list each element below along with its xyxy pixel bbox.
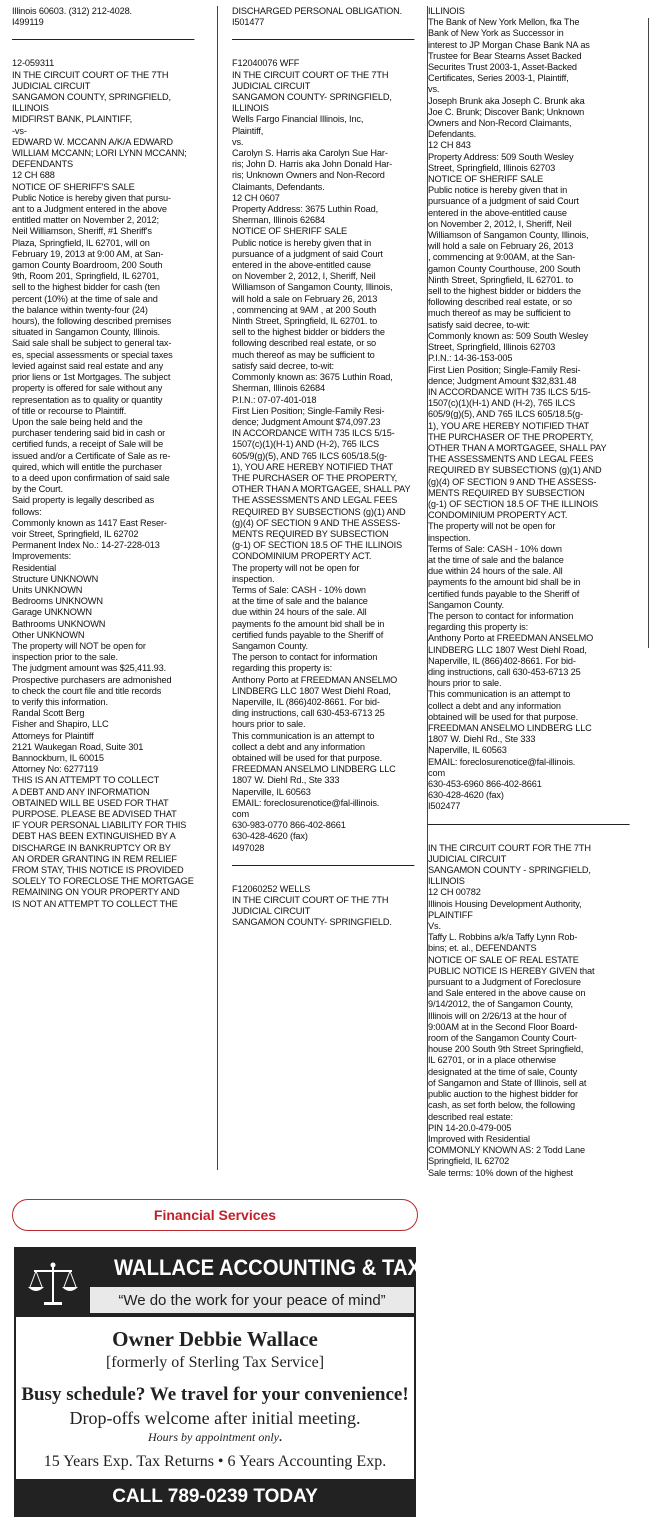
ad-busy-schedule: Busy schedule? We travel for your convenience! bbox=[21, 1384, 409, 1405]
notice-line: PIN 14-20.0-479-005 bbox=[428, 1122, 512, 1134]
notice-line: much thereof as may be sufficient to bbox=[232, 349, 375, 361]
notice-line: ding instructions, call 630-453-6713 25 bbox=[428, 666, 581, 678]
notice-line: Certificates, Series 2003-1, Plaintiff, bbox=[428, 73, 569, 85]
notice-line: regarding this property is: bbox=[232, 663, 333, 675]
ad-hours bbox=[16, 1430, 414, 1445]
notice-line: 12-059311 bbox=[12, 58, 55, 70]
notice-line: Property Address: 509 South Wesley bbox=[428, 151, 574, 163]
notice-line: issued and/or a Certificate of Sale as re- bbox=[12, 450, 171, 462]
notice-line: WILLIAM MCCANN; LORI LYNN MCCANN; bbox=[12, 148, 187, 160]
notice-line: Bathrooms UNKNOWN bbox=[12, 618, 106, 630]
notice-line: Commonly known as 1417 East Reser- bbox=[12, 517, 167, 529]
notice-line: IF YOUR PERSONAL LIABILITY FOR THIS bbox=[12, 820, 187, 832]
notice-line: 12 CH 688 bbox=[12, 170, 55, 182]
notice-line: 1807 W. Diehl Rd., Ste 333 bbox=[232, 775, 340, 787]
notice-line: Street, Springfield, Illinois 62703 bbox=[428, 342, 556, 354]
notice-line: 605/9(g)(5), AND 765 ILCS 605/18.5(g- bbox=[232, 450, 387, 462]
notice-line: Ninth Street, Springfield, IL 62701. to bbox=[428, 274, 574, 286]
notice-line: Commonly known as: 3675 Luthin Road, bbox=[232, 372, 393, 384]
notice-line: Upon the sale being held and the bbox=[12, 416, 143, 428]
notice-line: by the Court. bbox=[12, 484, 63, 496]
notice-line: , commencing at 9:00AM, at the San- bbox=[428, 252, 576, 264]
notice-line: Property Address: 3675 Luthin Road, bbox=[232, 204, 379, 216]
notice-line: Owners and Non-Record Claimants, bbox=[428, 118, 572, 130]
balance-scale-logo-icon bbox=[24, 1257, 82, 1311]
notice-line: DEFENDANTS bbox=[12, 159, 73, 171]
notice-line: certified funds, a receipt of Sale will be bbox=[12, 439, 164, 451]
notice-line: at the time of sale and the balance bbox=[232, 596, 368, 608]
section-title: Financial Services bbox=[153, 1207, 277, 1223]
notice-line: Illinois will on 2/26/13 at the hour of bbox=[428, 1010, 567, 1022]
notice-line: Sangamon County. bbox=[232, 640, 308, 652]
notice-line: of title or recourse to Plaintiff. bbox=[12, 405, 127, 417]
notice-line: percent (10%) at the time of sale and bbox=[12, 293, 158, 305]
notice-line: public auction to the highest bidder for bbox=[428, 1089, 578, 1101]
notice-line: 12 CH 843 bbox=[428, 140, 471, 152]
column-divider-1 bbox=[217, 6, 218, 1170]
notice-line: regarding this property is: bbox=[428, 622, 529, 634]
notice-line: CONDOMINIUM PROPERTY ACT. bbox=[232, 551, 372, 563]
legal-notice-12-ch-843 bbox=[428, 6, 630, 813]
notice-line: will hold a sale on February 26, 2013 bbox=[232, 293, 378, 305]
legal-notice-12-059311 bbox=[12, 58, 210, 909]
notice-line: AN ORDER GRANTING IN REM RELIEF bbox=[12, 853, 177, 865]
notice-line: 630-453-6960 866-402-8661 bbox=[428, 779, 542, 791]
notice-line: IN THE CIRCUIT COURT OF THE 7TH bbox=[12, 69, 169, 81]
notice-line: The property will not be open for bbox=[428, 521, 556, 533]
notice-line: ris; John D. Harris aka John Donald Har- bbox=[232, 159, 393, 171]
notice-line: bins; et. al., DEFENDANTS bbox=[428, 943, 537, 955]
notice-line: on November 2, 2012, I, Sheriff, Neil bbox=[428, 218, 572, 230]
notice-line: Sherman, Illinois 62684 bbox=[232, 383, 325, 395]
notice-line: February 19, 2013 at 9:00 AM, at San- bbox=[12, 248, 164, 260]
notice-line: F12060252 WELLS bbox=[232, 883, 311, 895]
notice-line: ILLINOIS bbox=[232, 103, 269, 115]
notice-line: 2121 Waukegan Road, Suite 301 bbox=[12, 741, 144, 753]
notice-line: Anthony Porto at FREEDMAN ANSELMO bbox=[428, 633, 594, 645]
ad-call-text: CALL 789-0239 TODAY bbox=[112, 1486, 318, 1507]
notice-line: The property will not be open for bbox=[232, 562, 360, 574]
notice-line: described real estate: bbox=[428, 1111, 513, 1123]
notice-line: hours prior to sale. bbox=[428, 678, 502, 690]
notice-line: I502477 bbox=[428, 801, 461, 813]
notice-line: payments fo the amount bid shall be in bbox=[232, 618, 385, 630]
notice-separator bbox=[232, 39, 414, 40]
notice-line: com bbox=[232, 809, 249, 821]
notice-line: hours), the following described premises bbox=[12, 316, 172, 328]
notice-line: Fisher and Shapiro, LLC bbox=[12, 719, 109, 731]
notice-line: gamon County Boardroom, 200 South bbox=[12, 260, 163, 272]
notice-line: Attorney No: 6277119 bbox=[12, 764, 99, 776]
notice-line: DEBT HAS BEEN EXTINGUISHED BY A bbox=[12, 831, 176, 843]
notice-line: 630-983-0770 866-402-8661 bbox=[232, 820, 346, 832]
notice-line: Garage UNKNOWN bbox=[12, 607, 92, 619]
notice-line: Public notice is hereby given that in bbox=[232, 237, 372, 249]
notice-line: THE ASSESSMENTS AND LEGAL FEES bbox=[428, 454, 594, 466]
notice-line: sell to the highest bidder for cash (ten bbox=[12, 282, 160, 294]
notice-line: pursuant to a Judgment of Foreclosure bbox=[428, 977, 581, 989]
notice-line: DISCHARGED PERSONAL OBLIGATION. bbox=[232, 6, 403, 17]
notice-line: 1507(c)(1)(H-1) AND (H-2), 765 ILCS bbox=[232, 439, 379, 451]
notice-line: Plaza, Springfield, IL 62701, will on bbox=[12, 237, 150, 249]
notice-line: THE PURCHASER OF THE PROPERTY, bbox=[232, 472, 398, 484]
notice-line: DISCHARGE IN BANKRUPTCY OR BY bbox=[12, 842, 171, 854]
notice-line: 9:00AM at in the Second Floor Board- bbox=[428, 1021, 578, 1033]
notice-line: entitled matter on November 2, 2012; bbox=[12, 215, 159, 227]
notice-line: 9/14/2012, the of Sangamon County, bbox=[428, 999, 573, 1011]
notice-line: entered in the above-entitled cause bbox=[232, 260, 371, 272]
notice-line: satisfy said decree, to-wit: bbox=[428, 319, 530, 331]
notice-line: Randal Scott Berg bbox=[12, 708, 85, 720]
notice-line: Vs. bbox=[428, 921, 441, 933]
notice-line: 605/9(g)(5), AND 765 ILCS 605/18.5(g- bbox=[428, 409, 583, 421]
notice-line: Other UNKNOWN bbox=[12, 629, 85, 641]
notice-line: ILLINOIS bbox=[12, 103, 49, 115]
notice-line: 1807 W. Diehl Rd., Ste 333 bbox=[428, 734, 536, 746]
notice-line: EMAIL: foreclosurenotice@fal-illinois. bbox=[232, 797, 380, 809]
legal-notice-f12060252 bbox=[232, 884, 420, 929]
notice-line: SANGAMON COUNTY- SPRINGFIELD, bbox=[232, 92, 392, 104]
notice-line: and Sale entered in the above cause on bbox=[428, 988, 586, 1000]
notice-line: P.I.N.: 14-36-153-005 bbox=[428, 353, 513, 365]
notice-line: (g)(4) OF SECTION 9 AND THE ASSESS- bbox=[428, 476, 597, 488]
notice-line: The Bank of New York Mellon, fka The bbox=[428, 17, 580, 29]
notice-line: ILLINOIS bbox=[428, 6, 465, 17]
notice-line: THIS IS AN ATTEMPT TO COLLECT bbox=[12, 775, 160, 787]
notice-line: ant to a Judgment entered in the above bbox=[12, 204, 167, 216]
notice-line: PURPOSE. PLEASE BE ADVISED THAT bbox=[12, 809, 177, 821]
notice-line: ding instructions, call 630-453-6713 25 bbox=[232, 708, 385, 720]
notice-line: designated at the time of sale, County bbox=[428, 1066, 578, 1078]
notice-line: on November 2, 2012, I, Sheriff, Neil bbox=[232, 271, 376, 283]
notice-line: Joe C. Brunk; Discover Bank; Unknown bbox=[428, 106, 585, 118]
notice-line: COMMONLY KNOWN AS: 2 Todd Lane bbox=[428, 1145, 585, 1157]
notice-line: situated in Sangamon County, Illinois. bbox=[12, 327, 160, 339]
notice-line: IN THE CIRCUIT COURT OF THE 7TH bbox=[232, 895, 389, 907]
notice-line: OTHER THAN A MORTGAGEE, SHALL PAY bbox=[428, 442, 607, 454]
notice-line: Naperville, IL (866)402-8661. For bid- bbox=[232, 696, 380, 708]
notice-line: LINDBERG LLC 1807 West Diehl Road, bbox=[428, 644, 587, 656]
notice-line: Commonly known as: 509 South Wesley bbox=[428, 330, 589, 342]
notice-line: IS NOT AN ATTEMPT TO COLLECT THE bbox=[12, 898, 178, 910]
notice-line: The person to contact for information bbox=[232, 652, 378, 664]
notice-line: Structure UNKNOWN bbox=[12, 573, 99, 585]
notice-line: Permanent Index No.: 14-27-228-013 bbox=[12, 540, 160, 552]
notice-line: IN ACCORDANCE WITH 735 ILCS 5/15- bbox=[428, 386, 591, 398]
notice-line: Naperville, IL 60563 bbox=[232, 786, 311, 798]
notice-line: room of the Sangamon County Court- bbox=[428, 1033, 577, 1045]
notice-line: OTHER THAN A MORTGAGEE, SHALL PAY bbox=[232, 484, 411, 496]
notice-line: THE ASSESSMENTS AND LEGAL FEES bbox=[232, 495, 398, 507]
notice-line: cash, as set forth below, the following bbox=[428, 1100, 575, 1112]
notice-line: Residential bbox=[12, 562, 56, 574]
notice-line: Improvements: bbox=[12, 551, 72, 563]
notice-line: purchaser tendering said bid in cash or bbox=[12, 428, 166, 440]
notice-line: NOTICE OF SHERIFF SALE bbox=[232, 226, 348, 238]
notice-line: vs. bbox=[232, 136, 244, 148]
notice-line: obtained will be used for that purpose. bbox=[428, 711, 579, 723]
legal-notice-12-ch-00782 bbox=[428, 843, 630, 1179]
notice-line: Carolyn S. Harris aka Carolyn Sue Har- bbox=[232, 148, 388, 160]
notice-line: levied against said real estate and any bbox=[12, 360, 164, 372]
notice-line: F12040076 WFF bbox=[232, 58, 300, 70]
ad-experience: 15 Years Exp. Tax Returns • 6 Years Accounting Exp. bbox=[43, 1453, 387, 1470]
notice-line: com bbox=[428, 767, 445, 779]
notice-line: quired, which will entitle the purchaser bbox=[12, 461, 162, 473]
notice-line: house 200 South 9th Street Springfield, bbox=[428, 1044, 584, 1056]
notice-line: collect a debt and any information bbox=[232, 741, 365, 753]
notice-line: collect a debt and any information bbox=[428, 700, 561, 712]
notice-line: IL 62701, or in a place otherwise bbox=[428, 1055, 557, 1067]
notice-line: JUDICIAL CIRCUIT bbox=[232, 906, 311, 918]
notice-separator bbox=[232, 865, 414, 866]
notice-line: The person to contact for information bbox=[428, 610, 574, 622]
notice-line: due within 24 hours of the sale. All bbox=[232, 607, 367, 619]
notice-line: Improved with Residential bbox=[428, 1133, 530, 1145]
notice-line: This communication is an attempt to bbox=[428, 689, 571, 701]
notice-line: SANGAMON COUNTY, SPRINGFIELD, bbox=[12, 92, 171, 104]
notice-line: pursuance of a judgment of said Court bbox=[232, 248, 383, 260]
notice-line: Street, Springfield, Illinois 62703 bbox=[428, 162, 556, 174]
notice-line: Trustee for Bear Stearns Asset Backed bbox=[428, 50, 582, 62]
notice-line: Sangamon County. bbox=[428, 599, 504, 611]
notice-line: First Lien Position; Single-Family Resi- bbox=[428, 364, 581, 376]
wallace-accounting-ad bbox=[14, 1247, 421, 1517]
notice-line: Sale terms: 10% down of the highest bbox=[428, 1167, 573, 1179]
notice-line: following described real estate, or so bbox=[428, 297, 573, 309]
notice-line: Defendants. bbox=[428, 129, 477, 141]
notice-line: SOLELY TO FORECLOSE THE MORTGAGE bbox=[12, 876, 194, 888]
notice-line: certified funds payable to the Sheriff of bbox=[428, 588, 580, 600]
column-2 bbox=[232, 6, 420, 929]
notice-line: property is offered for sale without any bbox=[12, 383, 163, 395]
notice-line: EDWARD W. MCCANN A/K/A EDWARD bbox=[12, 136, 173, 148]
notice-line: -vs- bbox=[12, 125, 27, 137]
notice-line: to verify this information. bbox=[12, 696, 108, 708]
notice-line: REMAINING ON YOUR PROPERTY AND bbox=[12, 887, 180, 899]
notice-line: Attorneys for Plaintiff bbox=[12, 730, 94, 742]
notice-line: First Lien Position; Single-Family Resi- bbox=[232, 405, 385, 417]
notice-line: MENTS REQUIRED BY SUBSECTION bbox=[232, 528, 389, 540]
notice-line: inspection. bbox=[232, 573, 275, 585]
notice-line: entered in the above-entitled cause bbox=[428, 207, 567, 219]
notice-line: I499119 bbox=[12, 17, 44, 29]
notice-line: MIDFIRST BANK, PLAINTIFF, bbox=[12, 114, 133, 126]
notice-line: Terms of Sale: CASH - 10% down bbox=[428, 543, 562, 555]
ad-banner bbox=[16, 1249, 421, 1317]
notice-line: Springfield, IL 62702 bbox=[428, 1156, 510, 1168]
notice-line: hours prior to sale. bbox=[232, 719, 306, 731]
notice-line: Securites Trust 2003-1, Asset-Backed bbox=[428, 62, 577, 74]
notice-line: to a deed upon confirmation of said sale bbox=[12, 472, 170, 484]
notice-line: 630-428-4620 (fax) bbox=[232, 831, 308, 843]
ad-hours-text: Hours by appointment only bbox=[148, 1430, 279, 1444]
notice-line: gamon County Courthouse, 200 South bbox=[428, 263, 581, 275]
notice-line: Prospective purchasers are admonished bbox=[12, 674, 172, 686]
notice-line: REQUIRED BY SUBSECTIONS (g)(1) AND bbox=[232, 506, 406, 518]
ad-hours-end: . bbox=[279, 1430, 282, 1444]
notice-line: due within 24 hours of the sale. All bbox=[428, 566, 563, 578]
notice-line: prior liens or 1st Mortgages. The subject bbox=[12, 372, 171, 384]
notice-separator bbox=[12, 39, 194, 40]
notice-line: The judgment amount was $25,411.93. bbox=[12, 663, 167, 675]
notice-line: at the time of sale and the balance bbox=[428, 554, 564, 566]
notice-line: vs. bbox=[428, 84, 440, 96]
notice-line: (g-1) OF SECTION 18.5 OF THE ILLINOIS bbox=[428, 498, 599, 510]
notice-line: Illinois Housing Development Authority, bbox=[428, 898, 582, 910]
notice-line: MENTS REQUIRED BY SUBSECTION bbox=[428, 487, 585, 499]
notice-line: Anthony Porto at FREEDMAN ANSELMO bbox=[232, 674, 398, 686]
notice-line: FROM STAY, THIS NOTICE IS PROVIDED bbox=[12, 865, 184, 877]
notice-line: Claimants, Defendants. bbox=[232, 181, 325, 193]
column-divider-3 bbox=[648, 18, 649, 648]
notice-line: I497028 bbox=[232, 842, 265, 854]
notice-line: Bank of New York as Successor in bbox=[428, 28, 564, 40]
notice-line: IN THE CIRCUIT COURT OF THE 7TH bbox=[232, 69, 389, 81]
notice-line: PLAINTIFF bbox=[428, 909, 473, 921]
notice-line: 630-428-4620 (fax) bbox=[428, 790, 504, 802]
notice-line: dence; Judgment Amount $32,831.48 bbox=[428, 375, 577, 387]
notice-line: SANGAMON COUNTY - SPRINGFIELD, bbox=[428, 865, 591, 877]
notice-line: Said property is legally described as bbox=[12, 495, 155, 507]
notice-line: OBTAINED WILL BE USED FOR THAT bbox=[12, 797, 169, 809]
notice-line: Illinois 60603. (312) 212-4028. bbox=[12, 6, 132, 17]
column-1 bbox=[12, 6, 210, 910]
notice-line: to check the court file and title records bbox=[12, 685, 162, 697]
notice-line: Units UNKNOWN bbox=[12, 584, 83, 596]
notice-line: Wells Fargo Financial Illinois, Inc, bbox=[232, 114, 364, 126]
notice-line: REQUIRED BY SUBSECTIONS (g)(1) AND bbox=[428, 465, 602, 477]
notice-line: (g)(4) OF SECTION 9 AND THE ASSESS- bbox=[232, 517, 401, 529]
notice-line: Public Notice is hereby given that pursu- bbox=[12, 192, 171, 204]
notice-line: JUDICIAL CIRCUIT bbox=[232, 80, 311, 92]
notice-line: following described real estate, or so bbox=[232, 338, 377, 350]
ad-formerly: [formerly of Sterling Tax Service] bbox=[105, 1354, 325, 1371]
notice-line: Neil Williamson, Sheriff, #1 Sheriff's bbox=[12, 226, 152, 238]
notice-line: Naperville, IL (866)402-8661. For bid- bbox=[428, 655, 576, 667]
notice-line: inspection prior to the sale. bbox=[12, 652, 118, 664]
notice-line: certified funds payable to the Sheriff of bbox=[232, 629, 384, 641]
notice-line: EMAIL: foreclosurenotice@fal-illinois. bbox=[428, 756, 576, 768]
notice-line: ILLINOIS bbox=[428, 876, 465, 888]
notice-line: PUBLIC NOTICE IS HEREBY GIVEN that bbox=[428, 965, 595, 977]
notice-line: (g-1) OF SECTION 18.5 OF THE ILLINOIS bbox=[232, 540, 403, 552]
ad-dropoffs: Drop-offs welcome after initial meeting. bbox=[69, 1408, 361, 1428]
notice-line: of Sangamon and State of Illinois, sell at bbox=[428, 1077, 587, 1089]
notice-line: much thereof as may be sufficient to bbox=[428, 308, 571, 320]
notice-line: obtained will be used for that purpose. bbox=[232, 753, 383, 764]
notice-line: CONDOMINIUM PROPERTY ACT. bbox=[428, 510, 568, 522]
notice-line: dence; Judgment Amount $74,097.23 bbox=[232, 416, 381, 428]
notice-line: the balance within twenty-four (24) bbox=[12, 304, 148, 316]
notice-line: Sherman, Illinois 62684 bbox=[232, 215, 325, 227]
ad-call-bar bbox=[16, 1479, 414, 1515]
notice-line: IN THE CIRCUIT COURT FOR THE 7TH bbox=[428, 842, 591, 854]
notice-line: IN ACCORDANCE WITH 735 ILCS 5/15- bbox=[232, 428, 395, 440]
notice-line: pursuance of a judgment of said Court bbox=[428, 196, 579, 208]
notice-line: Public notice is hereby given that in bbox=[428, 185, 568, 197]
notice-line: Ninth Street, Springfield, IL 62701. to bbox=[232, 316, 378, 328]
notice-line: FREEDMAN ANSELMO LINDBERG LLC bbox=[232, 764, 396, 776]
ad-tagline: “We do the work for your peace of mind” bbox=[118, 1291, 386, 1309]
ad-owner: Owner Debbie Wallace bbox=[112, 1327, 318, 1351]
legal-notice-f12040076 bbox=[232, 58, 420, 853]
notice-line: ris; Unknown Owners and Non-Record bbox=[232, 170, 385, 182]
notice-line: LINDBERG LLC 1807 West Diehl Road, bbox=[232, 685, 391, 697]
notice-line: Williamson of Sangamon County, Illinois, bbox=[428, 230, 589, 242]
notice-line: voir Street, Springfield, IL 62702 bbox=[12, 528, 139, 540]
notice-line: satisfy said decree, to-wit: bbox=[232, 360, 334, 372]
notice-line: 1507(c)(1)(H-1) AND (H-2), 765 ILCS bbox=[428, 398, 575, 410]
notice-line: representation as to quality or quantity bbox=[12, 394, 163, 406]
notice-line: Joseph Brunk aka Joseph C. Brunk aka bbox=[428, 95, 585, 107]
notice-line: Taffy L. Robbins a/k/a Taffy Lynn Rob- bbox=[428, 932, 578, 944]
notice-line: follows: bbox=[12, 506, 42, 518]
ad-tagline-bar bbox=[90, 1287, 414, 1313]
notice-line: 12 CH 00782 bbox=[428, 887, 481, 899]
notice-line: Williamson of Sangamon County, Illinois, bbox=[232, 282, 393, 294]
continued-notice bbox=[232, 6, 420, 28]
notice-line: 1), YOU ARE HEREBY NOTIFIED THAT bbox=[428, 420, 590, 432]
notice-line: es, special assessments or special taxes bbox=[12, 349, 173, 361]
notice-line: Naperville, IL 60563 bbox=[428, 745, 507, 757]
notice-line: NOTICE OF SHERIFF'S SALE bbox=[12, 181, 135, 193]
notice-line: NOTICE OF SALE OF REAL ESTATE bbox=[428, 954, 579, 966]
notice-line: FREEDMAN ANSELMO LINDBERG LLC bbox=[428, 723, 592, 734]
notice-line: Bannockburn, IL 60015 bbox=[12, 753, 104, 764]
notice-line: sell to the highest bidder or bidders the bbox=[232, 327, 385, 339]
notice-separator bbox=[428, 824, 630, 825]
notice-line: payments fo the amount bid shall be in bbox=[428, 577, 581, 589]
notice-line: I501477 bbox=[232, 17, 265, 29]
notice-line: interest to JP Morgan Chase Bank NA as bbox=[428, 39, 590, 51]
notice-line: Said sale shall be subject to general tax- bbox=[12, 338, 172, 350]
notice-line: Bedrooms UNKNOWN bbox=[12, 596, 103, 608]
notice-line: , commencing at 9AM , at 200 South bbox=[232, 304, 377, 316]
notice-line: This communication is an attempt to bbox=[232, 730, 375, 742]
notice-line: 1), YOU ARE HEREBY NOTIFIED THAT bbox=[232, 461, 394, 473]
notice-line: sell to the highest bidder or bidders the bbox=[428, 286, 581, 298]
notice-line: The property will NOT be open for bbox=[12, 640, 146, 652]
notice-line: 9th, Room 201, Springfield, IL 62701, bbox=[12, 271, 159, 283]
continued-notice bbox=[12, 6, 210, 28]
column-3 bbox=[428, 6, 630, 1179]
notice-line: THE PURCHASER OF THE PROPERTY, bbox=[428, 431, 594, 443]
notice-line: SANGAMON COUNTY- SPRINGFIELD. bbox=[232, 917, 392, 929]
notice-line: JUDICIAL CIRCUIT bbox=[12, 80, 91, 92]
notice-line: 12 CH 0607 bbox=[232, 192, 280, 204]
notice-line: NOTICE OF SHERIFF SALE bbox=[428, 174, 544, 186]
ad-title: WALLACE ACCOUNTING & TAX bbox=[114, 1255, 421, 1280]
notice-line: P.I.N.: 07-07-401-018 bbox=[232, 394, 317, 406]
notice-line: A DEBT AND ANY INFORMATION bbox=[12, 786, 150, 798]
notice-line: will hold a sale on February 26, 2013 bbox=[428, 241, 574, 253]
notice-line: Plaintiff, bbox=[232, 125, 264, 137]
financial-services-header bbox=[12, 1199, 418, 1231]
notice-line: Terms of Sale: CASH - 10% down bbox=[232, 584, 366, 596]
notice-line: JUDICIAL CIRCUIT bbox=[428, 853, 507, 865]
notice-line: inspection. bbox=[428, 532, 471, 544]
